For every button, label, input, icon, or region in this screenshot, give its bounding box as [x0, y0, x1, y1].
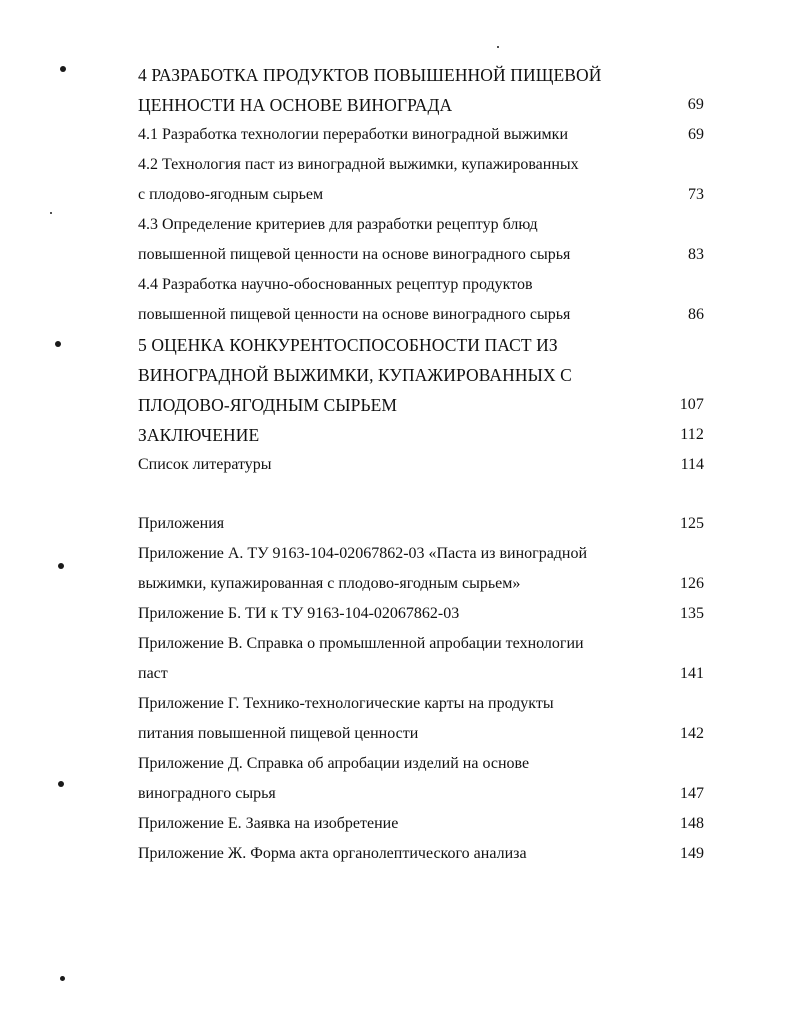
- toc-entry-conclusion[interactable]: [138, 420, 704, 450]
- toc-entry-section-5[interactable]: [138, 330, 704, 420]
- toc-page-number: 135: [680, 605, 704, 622]
- toc-entry-text: повышенной пищевой ценности на основе виноградного сырья: [138, 306, 571, 323]
- toc-entry-4-3[interactable]: [138, 210, 704, 270]
- toc-entry-text: с плодово-ягодным сырьем: [138, 186, 324, 203]
- toc-entry-references[interactable]: [138, 450, 704, 480]
- toc-page-number: 147: [680, 785, 704, 802]
- toc-entry-text: Приложения: [138, 515, 225, 532]
- toc-entry-appendix-g[interactable]: [138, 689, 704, 749]
- toc-page-number: 107: [679, 396, 704, 413]
- toc-entry-text: повышенной пищевой ценности на основе виноградного сырья: [138, 246, 571, 263]
- toc-page-number: 114: [680, 456, 704, 473]
- toc-entry-text: Приложение Б. ТИ к ТУ 9163-104-02067862-03: [138, 605, 460, 622]
- toc-entry-text: 4.3 Определение критериев для разработки рецептур блюд: [138, 216, 538, 233]
- toc-page-number: 125: [680, 515, 704, 532]
- toc-entry-appendix-v[interactable]: [138, 629, 704, 689]
- table-of-contents: [138, 60, 704, 869]
- toc-entry-appendix-b[interactable]: [138, 599, 704, 629]
- toc-entry-text: 5 ОЦЕНКА КОНКУРЕНТОСПОСОБНОСТИ ПАСТ ИЗ: [138, 335, 558, 355]
- toc-entry-appendix-e[interactable]: [138, 809, 704, 839]
- scan-speck: [58, 781, 64, 787]
- scan-speck: [58, 563, 64, 569]
- toc-entry-text: ПЛОДОВО-ЯГОДНЫМ СЫРЬЕМ: [138, 395, 398, 415]
- toc-page-number: 126: [680, 575, 704, 592]
- toc-entry-text: ЦЕННОСТИ НА ОСНОВЕ ВИНОГРАДА: [138, 95, 453, 115]
- toc-entry-appendix-d[interactable]: [138, 749, 704, 809]
- toc-entry-text: 4.4 Разработка научно-обоснованных рецептур продуктов: [138, 276, 533, 293]
- toc-entry-text: Приложение Д. Справка об апробации изделий на основе: [138, 755, 530, 772]
- toc-page-number: 142: [680, 725, 704, 742]
- toc-entry-text: ВИНОГРАДНОЙ ВЫЖИМКИ, КУПАЖИРОВАННЫХ С: [138, 365, 572, 385]
- toc-entry-text: питания повышенной пищевой ценности: [138, 725, 419, 742]
- toc-entry-text: виноградного сырья: [138, 785, 276, 802]
- toc-entry-appendices[interactable]: [138, 509, 704, 539]
- toc-page-number: 148: [680, 815, 704, 832]
- toc-entry-4-1[interactable]: [138, 120, 704, 150]
- toc-entry-4-4[interactable]: [138, 270, 704, 330]
- toc-page-number: 86: [688, 306, 704, 323]
- section-gap: [138, 480, 704, 509]
- toc-entry-text: Приложение А. ТУ 9163-104-02067862-03 «Паста из виноградной: [138, 545, 588, 562]
- toc-entry-text: Приложение Е. Заявка на изобретение: [138, 815, 399, 832]
- scan-speck: [60, 66, 66, 72]
- toc-page-number: 73: [688, 186, 704, 203]
- scan-speck: [60, 976, 65, 981]
- toc-page-number: 149: [680, 845, 704, 862]
- toc-entry-4-2[interactable]: [138, 150, 704, 210]
- toc-page-number: 112: [680, 426, 704, 443]
- scan-speck: [50, 212, 52, 214]
- toc-entry-text: 4.1 Разработка технологии переработки виноградной выжимки: [138, 126, 568, 143]
- toc-entry-text: паст: [138, 665, 168, 682]
- toc-entry-text: Приложение Г. Технико-технологические карты на продукты: [138, 695, 554, 712]
- toc-entry-text: выжимки, купажированная с плодово-ягодным сырьем»: [138, 575, 521, 592]
- toc-entry-text: ЗАКЛЮЧЕНИЕ: [138, 425, 260, 445]
- toc-page-number: 69: [687, 96, 704, 113]
- scan-speck: [497, 46, 499, 48]
- toc-page-number: 83: [688, 246, 704, 263]
- scan-speck: [55, 341, 61, 347]
- toc-entry-appendix-a[interactable]: [138, 539, 704, 599]
- toc-page-number: 69: [688, 126, 704, 143]
- toc-entry-text: 4.2 Технология паст из виноградной выжимки, купажированных: [138, 156, 579, 173]
- toc-entry-text: 4 РАЗРАБОТКА ПРОДУКТОВ ПОВЫШЕННОЙ ПИЩЕВОЙ: [138, 65, 602, 85]
- toc-entry-text: Список литературы: [138, 456, 272, 473]
- toc-entry-text: Приложение Ж. Форма акта органолептического анализа: [138, 845, 527, 862]
- toc-entry-text: Приложение В. Справка о промышленной апробации технологии: [138, 635, 584, 652]
- toc-entry-section-4[interactable]: [138, 60, 704, 120]
- toc-entry-appendix-zh[interactable]: [138, 839, 704, 869]
- toc-page-number: 141: [680, 665, 704, 682]
